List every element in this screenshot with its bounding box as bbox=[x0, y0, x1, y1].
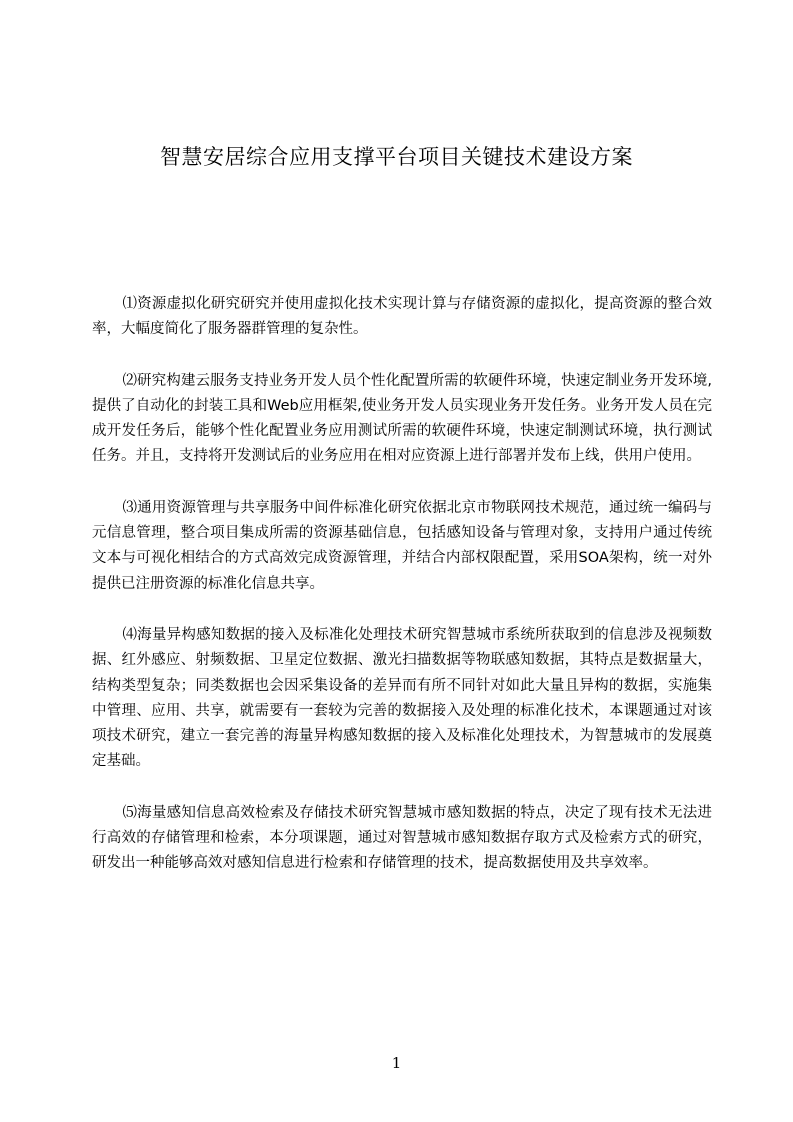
paragraph-5: ⑸海量感知信息高效检索及存储技术研究智慧城市感知数据的特点，决定了现有技术无法进行高效的存储管理和检索，本分项课题，通过对智慧城市感知数据存取方式及检索方式的研究，研发出一种能够高效对感知信息进行检索和存储管理的技术，提高数据使用及共享效率。 bbox=[92, 804, 712, 872]
paragraph-1: ⑴资源虚拟化研究研究并使用虚拟化技术实现计算与存储资源的虚拟化，提高资源的整合效率，大幅度简化了服务器群管理的复杂性。 bbox=[92, 296, 712, 338]
document-title: 智慧安居综合应用支撑平台项目关键技术建设方案 bbox=[160, 145, 633, 169]
paragraph-4: ⑷海量异构感知数据的接入及标准化处理技术研究智慧城市系统所获取到的信息涉及视频数据、红外感应、射频数据、卫星定位数据、激光扫描数据等物联感知数据，其特点是数据量大，结构类型复杂；同类数据也会因采集设备的差异而有所不同针对如此大量且异构的数据，实施集中管理、应用、共享，就需要有一套较为完善的数据接入及处理的标准化技术，本课题通过对该项技术研究，建立一套完善的海量异构感知数据的接入及标准化处理技术，为智慧城市的发展奠定基础。 bbox=[92, 626, 712, 770]
paragraph-3: ⑶通用资源管理与共享服务中间件标准化研究依据北京市物联网技术规范，通过统一编码与元信息管理，整合项目集成所需的资源基础信息，包括感知设备与管理对象，支持用户通过传统文本与可视化相结合的方式高效完成资源管理，并结合内部权限配置，采用SOA架构，统一对外提供已注册资源的标准化信息共享。 bbox=[92, 499, 712, 592]
page-number: 1 bbox=[391, 1054, 402, 1072]
document-body bbox=[92, 292, 712, 903]
paragraph-2: ⑵研究构建云服务支持业务开发人员个性化配置所需的软硬件环境，快速定制业务开发环境,提供了自动化的封装工具和Web应用框架,使业务开发人员实现业务开发任务。业务开发人员在完成开发任务后，能够个性化配置业务应用测试所需的软硬件环境，快速定制测试环境，执行测试任务。并且，支持将开发测试后的业务应用在相对应资源上进行部署并发布上线，供用户使用。 bbox=[92, 372, 712, 465]
